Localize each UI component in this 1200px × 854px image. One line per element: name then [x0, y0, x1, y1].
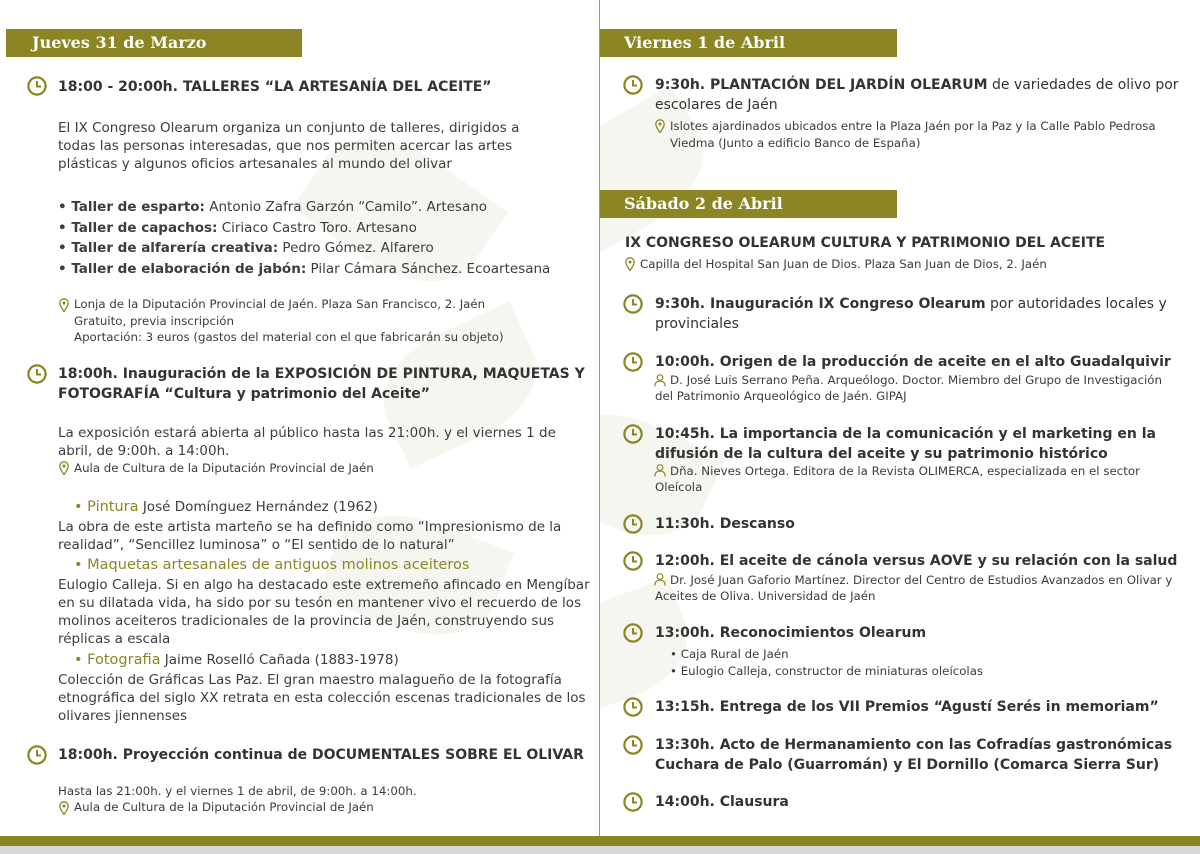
speaker-text	[670, 372, 1162, 389]
title-line: difusión de la cultura del aceite y su patrimonio histórico	[655, 446, 1108, 462]
right-page	[600, 0, 1200, 854]
workshop-label: • Taller de elaboración de jabón:	[58, 260, 307, 277]
workshop-list	[58, 197, 550, 279]
event-title	[655, 75, 1179, 115]
exhibit-line: en su dilatada vida, ha sido por su tesón en mantener vivo el recuerdo de los	[58, 595, 582, 611]
clock-icon	[623, 551, 643, 571]
description-line: El IX Congreso Olearum organiza un conjunto de talleres, dirigidos a	[58, 120, 520, 136]
speaker-text: del Patrimonio Arqueológico de Jaén. GIPAJ	[655, 389, 907, 403]
description-line: todas las personas interesadas, que nos permiten acercar las artes	[58, 138, 513, 154]
event-title: 13:15h. Entrega de los VII Premios “Agustí Serés in memoriam”	[655, 699, 1159, 715]
event-title	[58, 364, 585, 404]
speaker-line: D. José Luis Serrano Peña. Arqueólogo. Doctor. Miembro del Grupo de Investigación	[670, 373, 1162, 387]
day-header-viernes: Viernes 1 de Abril	[600, 29, 897, 57]
title-line: 13:30h. Acto de Hermanamiento con las Cofradías gastronómicas	[655, 737, 1173, 753]
event-title: 12:00h. El aceite de cánola versus AOVE y su relación con la salud	[655, 553, 1178, 569]
location-pin-icon	[655, 119, 665, 133]
exhibit-maquetas-text	[58, 576, 590, 648]
event-location	[74, 296, 504, 346]
clock-icon	[623, 294, 643, 314]
title-line	[655, 294, 1167, 314]
clock-icon	[623, 424, 643, 444]
workshop-value: Antonio Zafra Garzón “Camilo”. Artesano	[204, 199, 488, 215]
title-bold: 9:30h. PLANTACIÓN DEL JARDÍN OLEARUM	[655, 77, 988, 93]
exhibit-line: Eulogio Calleja. Si en algo ha destacado este extremeño afincado en Mengíbar	[58, 577, 590, 593]
clock-icon	[623, 792, 643, 812]
list-item: • Caja Rural de Jaén	[670, 647, 789, 661]
person-icon	[654, 464, 666, 477]
workshop-label: • Taller de alfarería creativa:	[58, 240, 279, 256]
clock-icon	[623, 514, 643, 534]
speaker-text: Aceites de Oliva. Universidad de Jaén	[655, 589, 876, 603]
exhibit-line: molinos aceiteros tradicionales de la provincia de Jaén, construyendo sus	[58, 613, 555, 629]
event-title: 18:00 - 20:00h. TALLERES “LA ARTESANÍA DEL ACEITE”	[58, 79, 492, 95]
exhibit-pintura-heading	[74, 498, 378, 516]
description-line: abril, de 9:00h. a 14:00h.	[58, 443, 230, 459]
bottom-edge-strip	[0, 846, 1200, 854]
day-header-sabado: Sábado 2 de Abril	[600, 190, 897, 218]
event-title	[655, 294, 1167, 334]
list-item: • Eulogio Calleja, constructor de miniaturas oleícolas	[670, 663, 984, 678]
fold-guide-line	[599, 0, 600, 854]
title-bold: 9:30h. Inauguración IX Congreso Olearum	[655, 296, 986, 312]
location-pin-icon	[59, 801, 69, 815]
exhibit-line: etnográfica del siglo XX retrata en esta colección escenas tradicionales de los	[58, 690, 586, 706]
note-text: Gratuito, previa inscripción	[74, 313, 234, 328]
workshop-value: Ciriaco Castro Toro. Artesano	[217, 219, 417, 236]
recognition-list	[670, 646, 983, 679]
clock-icon	[623, 623, 643, 643]
title-light: de variedades de olivo por	[987, 77, 1179, 93]
day-header-jueves: Jueves 31 de Marzo	[6, 29, 302, 57]
clock-icon	[27, 745, 47, 765]
note-text: Hasta las 21:00h. y el viernes 1 de abril, de 9:00h. a 14:00h.	[58, 784, 417, 798]
speaker-text: Dña. Nieves Ortega. Editora de la Revista OLIMERCA, especializada en el sector	[670, 464, 1140, 478]
clock-icon	[623, 75, 643, 95]
location-text: Capilla del Hospital San Juan de Dios. Plaza San Juan de Dios, 2. Jaén	[640, 257, 1047, 271]
event-description	[58, 119, 519, 173]
location-pin-icon	[59, 298, 69, 312]
exhibit-label: • Fotografia	[74, 652, 161, 668]
title-line	[655, 75, 1179, 95]
exhibit-label: • Pintura	[74, 499, 139, 515]
location-pin-icon	[625, 257, 635, 271]
title-line: 18:00h. Inauguración de la EXPOSICIÓN DE PINTURA, MAQUETAS Y	[58, 366, 585, 382]
workshop-value: Pedro Gómez. Alfarero	[278, 240, 434, 256]
location-text: Aula de Cultura de la Diputación Provincial de Jaén	[74, 461, 374, 475]
location-text: Aula de Cultura de la Diputación Provincial de Jaén	[74, 800, 374, 814]
clock-icon	[27, 364, 47, 384]
congress-title: IX CONGRESO OLEARUM CULTURA Y PATRIMONIO DEL ACEITE	[625, 235, 1106, 251]
clock-icon	[623, 352, 643, 372]
event-title: 11:30h. Descanso	[655, 516, 795, 532]
exhibit-line: Colección de Gráficas Las Paz. El gran maestro malagueño de la fotografía	[58, 672, 562, 688]
workshop-item	[58, 197, 550, 218]
note-text: Aportación: 3 euros (gastos del material con el que fabricarán su objeto)	[74, 330, 504, 344]
workshop-item	[58, 259, 550, 280]
title-line: Cuchara de Palo (Guarromán) y El Dornillo (Comarca Sierra Sur)	[655, 757, 1160, 773]
speaker-text: Dr. José Juan Gaforio Martínez. Director del Centro de Estudios Avanzados en Olivar y	[670, 573, 1173, 587]
clock-icon	[623, 697, 643, 717]
title-line: provinciales	[655, 316, 739, 332]
description-line: La exposición estará abierta al público hasta las 21:00h. y el viernes 1 de	[58, 425, 556, 441]
title-line: FOTOGRAFÍA “Cultura y patrimonio del Aceite”	[58, 386, 430, 402]
event-title	[655, 424, 1156, 464]
title-line: 10:45h. La importancia de la comunicación y el marketing en la	[655, 426, 1156, 442]
clock-icon	[27, 76, 47, 96]
event-title: 14:00h. Clausura	[655, 794, 789, 810]
title-light: por autoridades locales y	[985, 296, 1167, 312]
event-location	[670, 118, 1156, 151]
title-line: escolares de Jaén	[655, 97, 778, 113]
event-title	[655, 735, 1172, 775]
workshop-item	[58, 218, 550, 239]
event-title: 13:00h. Reconocimientos Olearum	[655, 625, 927, 641]
location-pin-icon	[59, 461, 69, 475]
exhibit-fotografia-heading	[74, 651, 399, 669]
location-text: Islotes ajardinados ubicados entre la Plaza Jaén por la Paz y la Calle Pablo Pedrosa	[670, 119, 1156, 133]
exhibit-fotografia-text	[58, 671, 586, 725]
clock-icon	[623, 735, 643, 755]
exhibit-line: realidad”, “Sencillez luminosa” o “El sentido de lo natural”	[58, 537, 455, 553]
exhibit-line: olivares jiennenses	[58, 708, 188, 724]
speaker-text: Oleícola	[655, 480, 703, 494]
event-title: 18:00h. Proyección continua de DOCUMENTALES SOBRE EL OLIVAR	[58, 747, 584, 763]
exhibit-line: réplicas a escala	[58, 631, 171, 647]
event-description	[58, 424, 556, 460]
exhibit-author: José Domínguez Hernández (1962)	[138, 499, 378, 515]
workshop-label: • Taller de esparto:	[58, 199, 205, 215]
location-text: Lonja de la Diputación Provincial de Jaén. Plaza San Francisco, 2. Jaén	[74, 297, 486, 311]
event-title: 10:00h. Origen de la producción de aceite en el alto Guadalquivir	[655, 354, 1171, 370]
exhibit-pintura-text	[58, 518, 561, 554]
workshop-item	[58, 238, 550, 259]
bottom-accent-band	[0, 836, 1200, 846]
workshop-label: • Taller de capachos:	[58, 219, 218, 236]
exhibit-line: La obra de este artista marteño se ha definido como “Impresionismo de la	[58, 519, 562, 535]
location-text: Viedma (Junto a edificio Banco de España)	[670, 135, 921, 150]
workshop-value: Pilar Cámara Sánchez. Ecoartesana	[306, 260, 551, 277]
exhibit-maquetas-heading: • Maquetas artesanales de antiguos molinos aceiteros	[74, 557, 470, 573]
description-line: plásticas y algunos oficios artesanales al mundo del olivar	[58, 156, 452, 172]
exhibit-author: Jaime Roselló Cañada (1883-1978)	[160, 652, 399, 668]
person-icon	[654, 573, 666, 586]
person-icon	[654, 374, 666, 387]
